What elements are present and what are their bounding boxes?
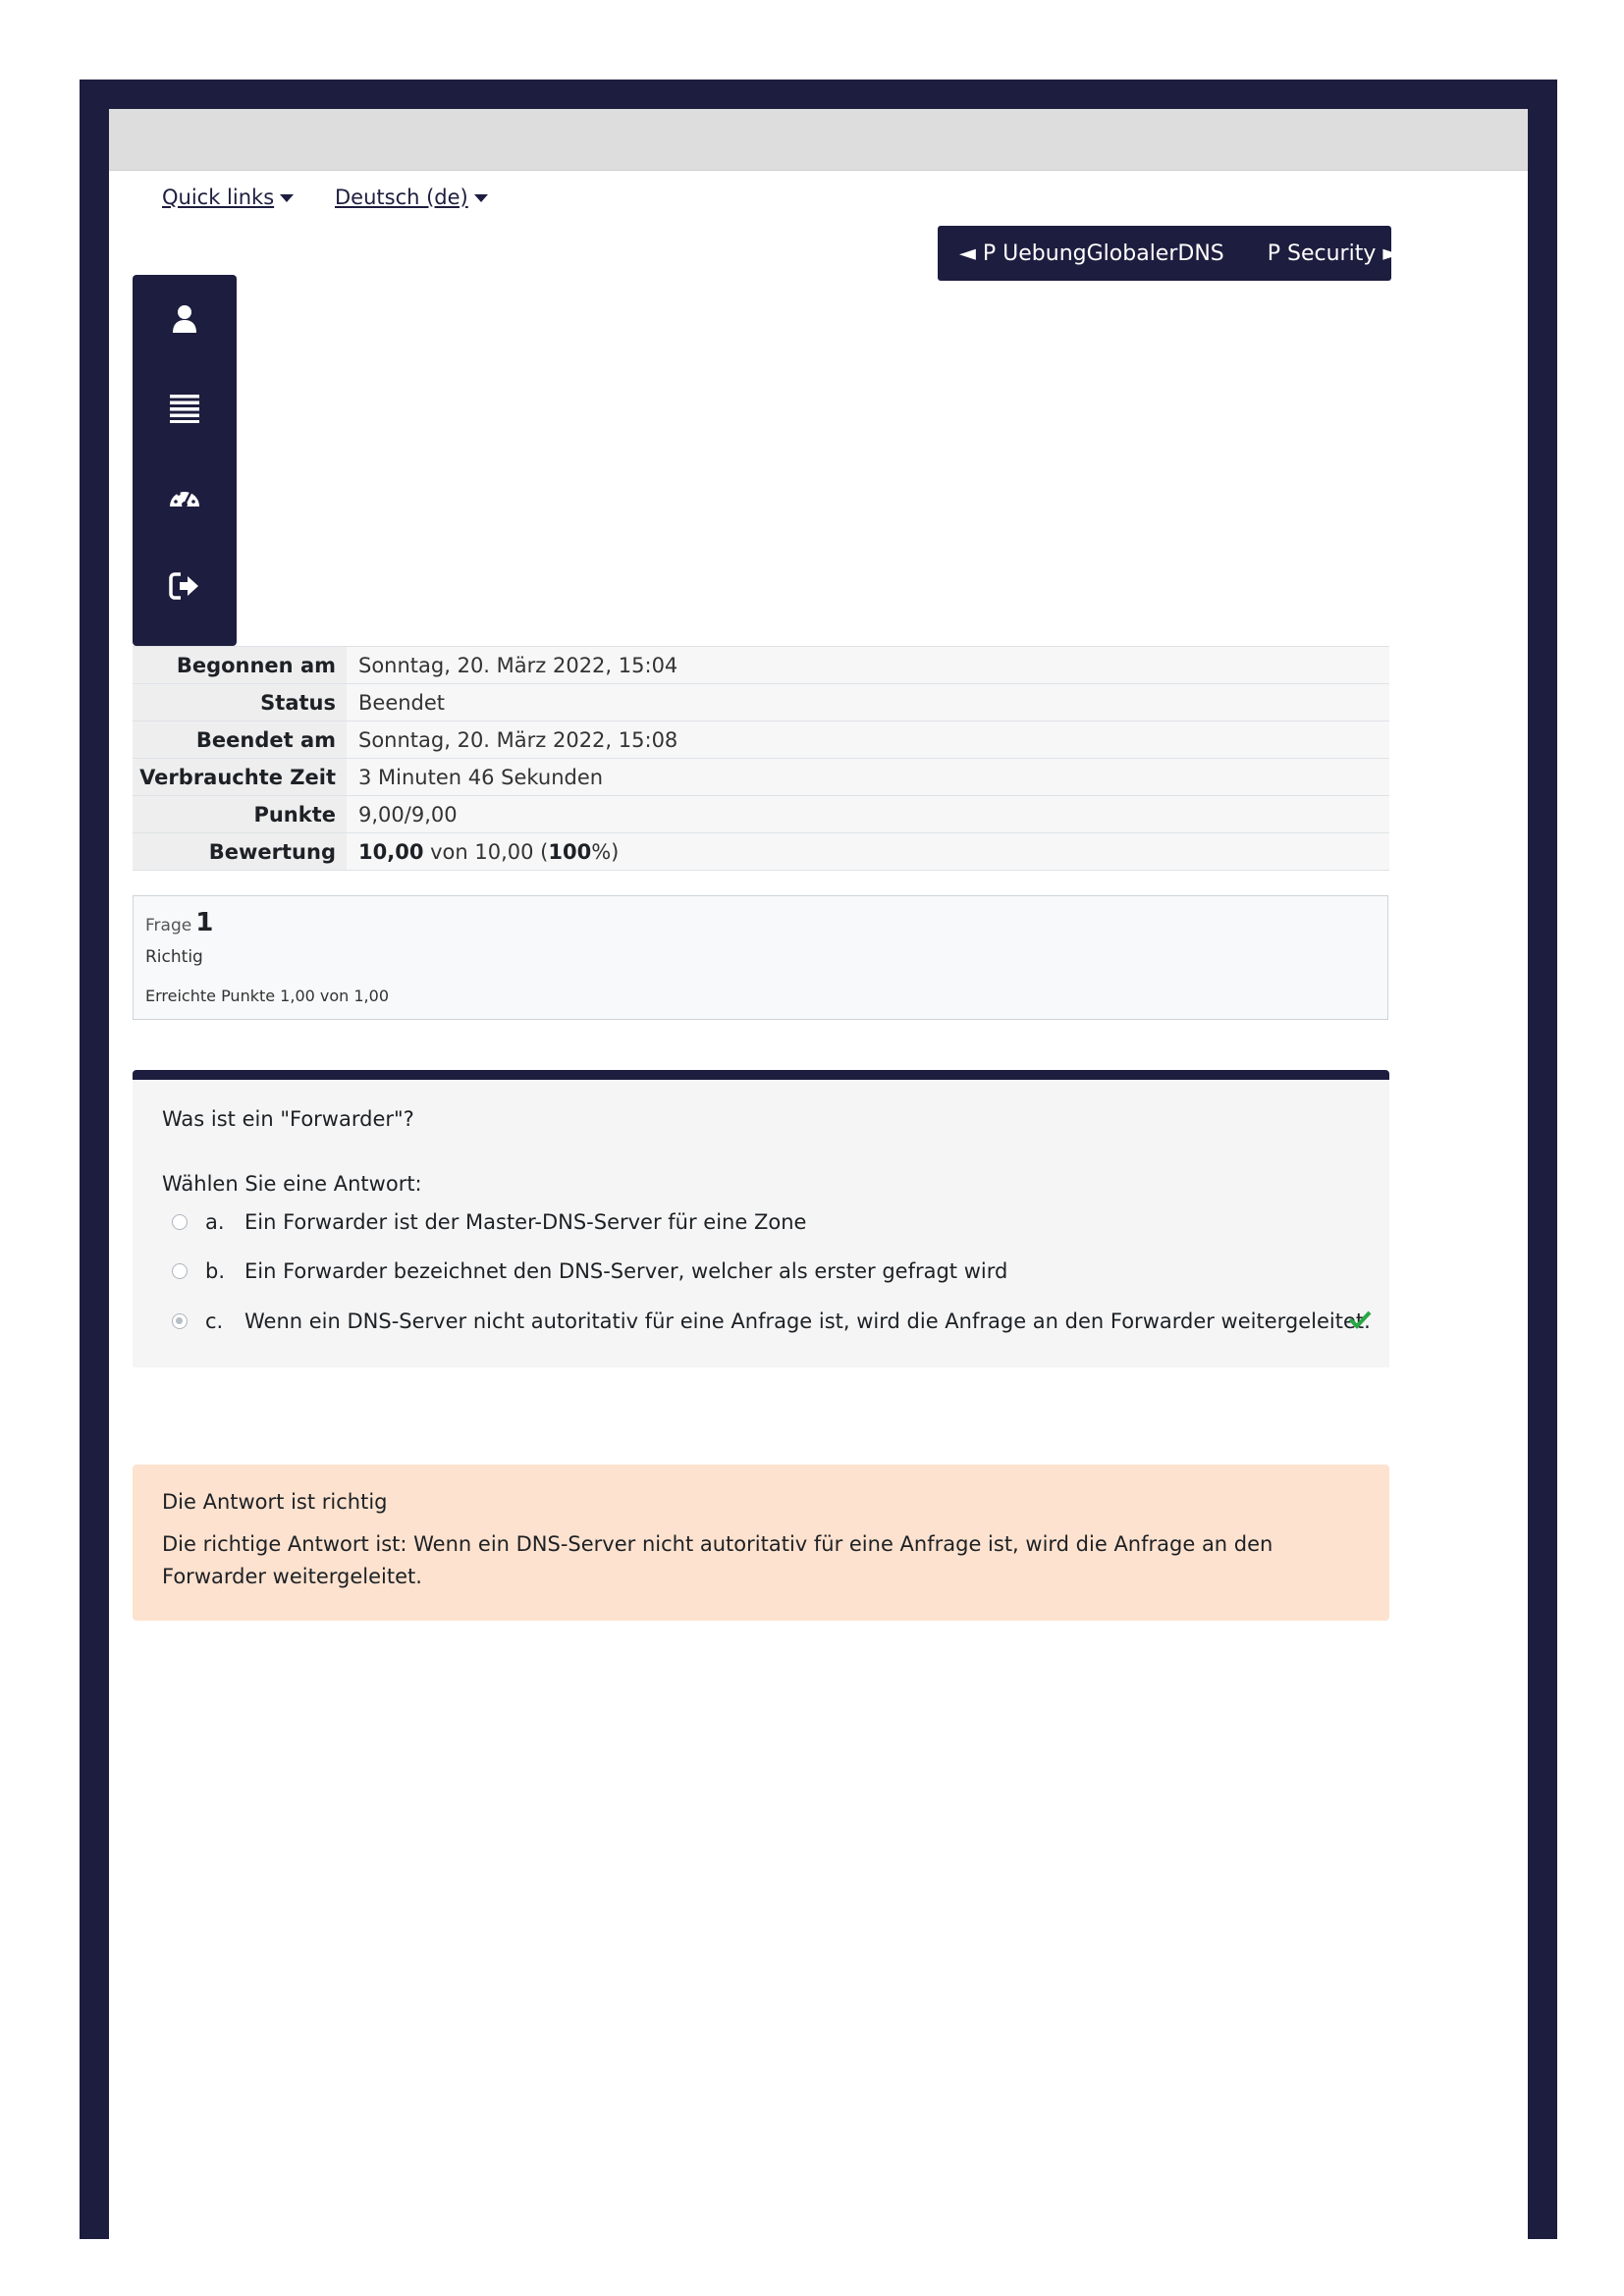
question-state: Richtig: [145, 947, 203, 967]
top-bar: [109, 109, 1528, 171]
quick-links-menu[interactable]: [162, 186, 294, 209]
answer-option-c[interactable]: [172, 1309, 1371, 1333]
next-activity-link[interactable]: P Security ►: [1267, 240, 1400, 266]
answer-prompt: Wählen Sie eine Antwort:: [162, 1172, 422, 1196]
grade-suffix: %): [591, 839, 620, 864]
user-icon[interactable]: [168, 302, 201, 336]
list-icon[interactable]: [168, 391, 201, 424]
summary-value: 3 Minuten 46 Sekunden: [347, 759, 1389, 796]
attempt-summary-table: [133, 646, 1389, 871]
grade-of-text: von 10,00 (: [430, 839, 549, 864]
summary-row: [133, 721, 1389, 759]
grade-label: Bewertung: [133, 833, 347, 871]
answer-letter: b.: [205, 1259, 226, 1283]
grade-percent: 100: [548, 839, 592, 864]
question-info-box: [133, 895, 1388, 1020]
feedback-text: Die richtige Antwort ist: Wenn ein DNS-Server nicht autoritativ für eine Anfrage ist, wird die Anfrage an den Forwarder weitergeleitet.: [162, 1532, 1273, 1588]
question-label: Frage: [145, 916, 192, 935]
quick-links-label: Quick links: [162, 186, 275, 209]
question-number-value: 1: [195, 908, 214, 937]
answer-text: Wenn ein DNS-Server nicht autoritativ für eine Anfrage ist, wird die Anfrage an den Forwarder weitergeleitet.: [244, 1309, 1371, 1333]
logout-icon[interactable]: [168, 569, 201, 603]
caret-down-icon: [280, 194, 294, 202]
summary-label: Begonnen am: [133, 647, 347, 684]
question-number: [145, 908, 1376, 937]
correct-check-icon: [1348, 1309, 1372, 1329]
summary-row: [133, 684, 1389, 721]
grade-score: 10,00: [358, 839, 424, 864]
feedback-title: Die Antwort ist richtig: [162, 1490, 388, 1514]
answer-radio[interactable]: [172, 1214, 188, 1230]
grade-value: [347, 833, 1389, 871]
caret-down-icon: [474, 194, 488, 202]
activity-navigation: [938, 226, 1400, 281]
summary-label: Status: [133, 684, 347, 721]
summary-label: Verbrauchte Zeit: [133, 759, 347, 796]
answer-option-a[interactable]: [172, 1210, 806, 1234]
answer-text: Ein Forwarder bezeichnet den DNS-Server, welcher als erster gefragt wird: [244, 1259, 1008, 1283]
answer-letter: c.: [205, 1309, 224, 1333]
summary-value: Sonntag, 20. März 2022, 15:04: [347, 647, 1389, 684]
summary-value: Sonntag, 20. März 2022, 15:08: [347, 721, 1389, 759]
summary-value: 9,00/9,00: [347, 796, 1389, 833]
summary-row-grade: [133, 833, 1389, 871]
page-content: [109, 109, 1528, 2239]
language-menu[interactable]: [335, 186, 488, 209]
question-grade: Erreichte Punkte 1,00 von 1,00: [145, 987, 389, 1005]
summary-row: [133, 759, 1389, 796]
answer-letter: a.: [205, 1210, 225, 1234]
summary-row: [133, 647, 1389, 684]
answer-text: Ein Forwarder ist der Master-DNS-Server für eine Zone: [244, 1210, 807, 1234]
question-text: Was ist ein "Forwarder"?: [162, 1107, 414, 1131]
summary-value: Beendet: [347, 684, 1389, 721]
dashboard-icon[interactable]: [168, 481, 201, 514]
sidebar: [133, 275, 237, 646]
answer-option-b[interactable]: [172, 1259, 1007, 1283]
summary-label: Beendet am: [133, 721, 347, 759]
feedback-box: [133, 1465, 1389, 1621]
answer-radio[interactable]: [172, 1263, 188, 1279]
previous-activity-link[interactable]: ◄ P UebungGlobalerDNS: [959, 240, 1224, 266]
answer-radio-selected[interactable]: [172, 1313, 188, 1329]
question-content: [133, 1070, 1389, 1367]
summary-row: [133, 796, 1389, 833]
summary-label: Punkte: [133, 796, 347, 833]
language-label: Deutsch (de): [335, 186, 468, 209]
